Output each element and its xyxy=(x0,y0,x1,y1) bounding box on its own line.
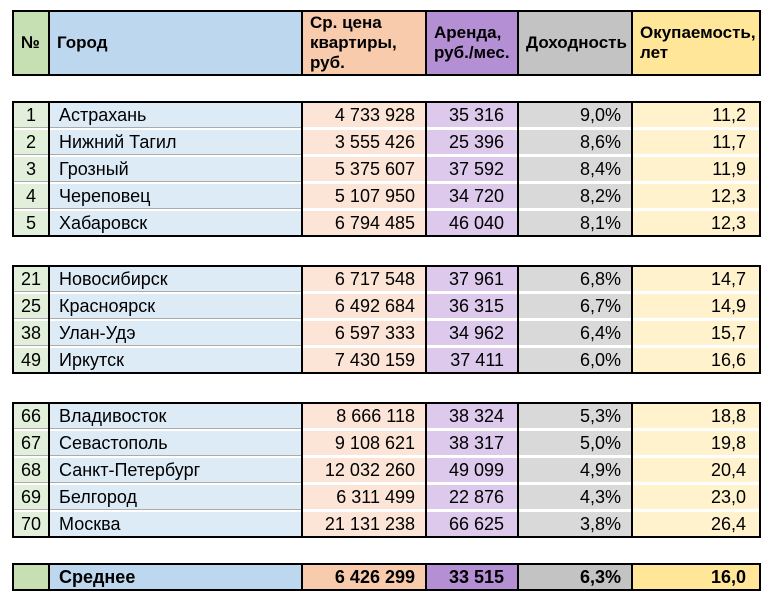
cell-city[interactable]: Нижний Тагил xyxy=(50,130,303,157)
cell-num[interactable]: 21 xyxy=(14,267,50,294)
cell-payback[interactable]: 14,9 xyxy=(633,294,759,321)
cell-city[interactable]: Владивосток xyxy=(50,404,303,431)
cell-yield[interactable]: 5,0% xyxy=(519,431,633,458)
cell-price[interactable]: 8 666 118 xyxy=(303,404,427,431)
summary-cell-label[interactable]: Среднее xyxy=(50,565,303,589)
cell-city[interactable]: Иркутск xyxy=(50,348,303,372)
cell-yield[interactable]: 3,8% xyxy=(519,512,633,536)
cell-payback[interactable]: 11,2 xyxy=(633,103,759,130)
cell-payback[interactable]: 12,3 xyxy=(633,184,759,211)
cell-rent[interactable]: 35 316 xyxy=(427,103,519,130)
summary-row xyxy=(12,563,761,591)
cell-num[interactable]: 3 xyxy=(14,157,50,184)
cell-price[interactable]: 12 032 260 xyxy=(303,458,427,485)
cell-yield[interactable]: 6,8% xyxy=(519,267,633,294)
cell-city[interactable]: Грозный xyxy=(50,157,303,184)
cell-city[interactable]: Санкт-Петербург xyxy=(50,458,303,485)
cell-city[interactable]: Красноярск xyxy=(50,294,303,321)
row-group-top xyxy=(12,101,761,237)
cell-price[interactable]: 6 597 333 xyxy=(303,321,427,348)
cell-price[interactable]: 21 131 238 xyxy=(303,512,427,536)
cell-yield[interactable]: 4,3% xyxy=(519,485,633,512)
cell-price[interactable]: 5 375 607 xyxy=(303,157,427,184)
cell-rent[interactable]: 34 720 xyxy=(427,184,519,211)
cell-num[interactable]: 69 xyxy=(14,485,50,512)
cell-payback[interactable]: 20,4 xyxy=(633,458,759,485)
cell-price[interactable]: 3 555 426 xyxy=(303,130,427,157)
column-header-num[interactable]: № xyxy=(14,12,50,74)
cell-yield[interactable]: 6,0% xyxy=(519,348,633,372)
cell-rent[interactable]: 25 396 xyxy=(427,130,519,157)
cell-num[interactable]: 25 xyxy=(14,294,50,321)
column-header-price[interactable]: Ср. цена квартиры, руб. xyxy=(303,12,427,74)
cell-rent[interactable]: 37 411 xyxy=(427,348,519,372)
cell-yield[interactable]: 8,2% xyxy=(519,184,633,211)
header-row xyxy=(12,10,761,76)
cell-payback[interactable]: 18,8 xyxy=(633,404,759,431)
cell-payback[interactable]: 19,8 xyxy=(633,431,759,458)
cell-payback[interactable]: 14,7 xyxy=(633,267,759,294)
cell-num[interactable]: 70 xyxy=(14,512,50,536)
cell-yield[interactable]: 9,0% xyxy=(519,103,633,130)
cell-rent[interactable]: 66 625 xyxy=(427,512,519,536)
cell-yield[interactable]: 5,3% xyxy=(519,404,633,431)
summary-cell-num[interactable] xyxy=(14,565,50,589)
cell-city[interactable]: Севастополь xyxy=(50,431,303,458)
cell-price[interactable]: 6 311 499 xyxy=(303,485,427,512)
column-header-rent[interactable]: Аренда, руб./мес. xyxy=(427,12,519,74)
cell-num[interactable]: 2 xyxy=(14,130,50,157)
column-header-yield[interactable]: Доходность xyxy=(519,12,633,74)
cell-payback[interactable]: 15,7 xyxy=(633,321,759,348)
cell-num[interactable]: 67 xyxy=(14,431,50,458)
cell-payback[interactable]: 23,0 xyxy=(633,485,759,512)
cell-price[interactable]: 7 430 159 xyxy=(303,348,427,372)
cell-price[interactable]: 5 107 950 xyxy=(303,184,427,211)
cell-rent[interactable]: 49 099 xyxy=(427,458,519,485)
cell-city[interactable]: Череповец xyxy=(50,184,303,211)
cell-num[interactable]: 38 xyxy=(14,321,50,348)
cell-price[interactable]: 4 733 928 xyxy=(303,103,427,130)
cell-city[interactable]: Улан-Удэ xyxy=(50,321,303,348)
cell-payback[interactable]: 11,7 xyxy=(633,130,759,157)
cell-rent[interactable]: 38 317 xyxy=(427,431,519,458)
cell-num[interactable]: 4 xyxy=(14,184,50,211)
cell-num[interactable]: 68 xyxy=(14,458,50,485)
cell-rent[interactable]: 46 040 xyxy=(427,211,519,235)
column-header-payback[interactable]: Окупаемость, лет xyxy=(633,12,759,74)
summary-cell-payback[interactable]: 16,0 xyxy=(633,565,759,589)
cell-city[interactable]: Москва xyxy=(50,512,303,536)
cell-payback[interactable]: 16,6 xyxy=(633,348,759,372)
cell-rent[interactable]: 37 961 xyxy=(427,267,519,294)
cell-yield[interactable]: 6,4% xyxy=(519,321,633,348)
cell-num[interactable]: 49 xyxy=(14,348,50,372)
cell-rent[interactable]: 38 324 xyxy=(427,404,519,431)
cell-rent[interactable]: 22 876 xyxy=(427,485,519,512)
cell-yield[interactable]: 6,7% xyxy=(519,294,633,321)
cell-num[interactable]: 1 xyxy=(14,103,50,130)
row-group-bottom xyxy=(12,402,761,538)
cell-rent[interactable]: 36 315 xyxy=(427,294,519,321)
cell-yield[interactable]: 8,1% xyxy=(519,211,633,235)
cell-num[interactable]: 66 xyxy=(14,404,50,431)
cell-payback[interactable]: 11,9 xyxy=(633,157,759,184)
cell-num[interactable]: 5 xyxy=(14,211,50,235)
cell-city[interactable]: Белгород xyxy=(50,485,303,512)
cell-price[interactable]: 9 108 621 xyxy=(303,431,427,458)
summary-cell-yield[interactable]: 6,3% xyxy=(519,565,633,589)
cell-yield[interactable]: 8,6% xyxy=(519,130,633,157)
cell-yield[interactable]: 8,4% xyxy=(519,157,633,184)
cell-city[interactable]: Хабаровск xyxy=(50,211,303,235)
cell-payback[interactable]: 12,3 xyxy=(633,211,759,235)
cell-payback[interactable]: 26,4 xyxy=(633,512,759,536)
cell-rent[interactable]: 34 962 xyxy=(427,321,519,348)
summary-cell-rent[interactable]: 33 515 xyxy=(427,565,519,589)
cell-city[interactable]: Новосибирск xyxy=(50,267,303,294)
cell-yield[interactable]: 4,9% xyxy=(519,458,633,485)
cell-price[interactable]: 6 717 548 xyxy=(303,267,427,294)
column-header-city[interactable]: Город xyxy=(50,12,303,74)
row-group-middle xyxy=(12,265,761,374)
cell-price[interactable]: 6 492 684 xyxy=(303,294,427,321)
summary-cell-price[interactable]: 6 426 299 xyxy=(303,565,427,589)
cell-city[interactable]: Астрахань xyxy=(50,103,303,130)
cell-price[interactable]: 6 794 485 xyxy=(303,211,427,235)
cell-rent[interactable]: 37 592 xyxy=(427,157,519,184)
